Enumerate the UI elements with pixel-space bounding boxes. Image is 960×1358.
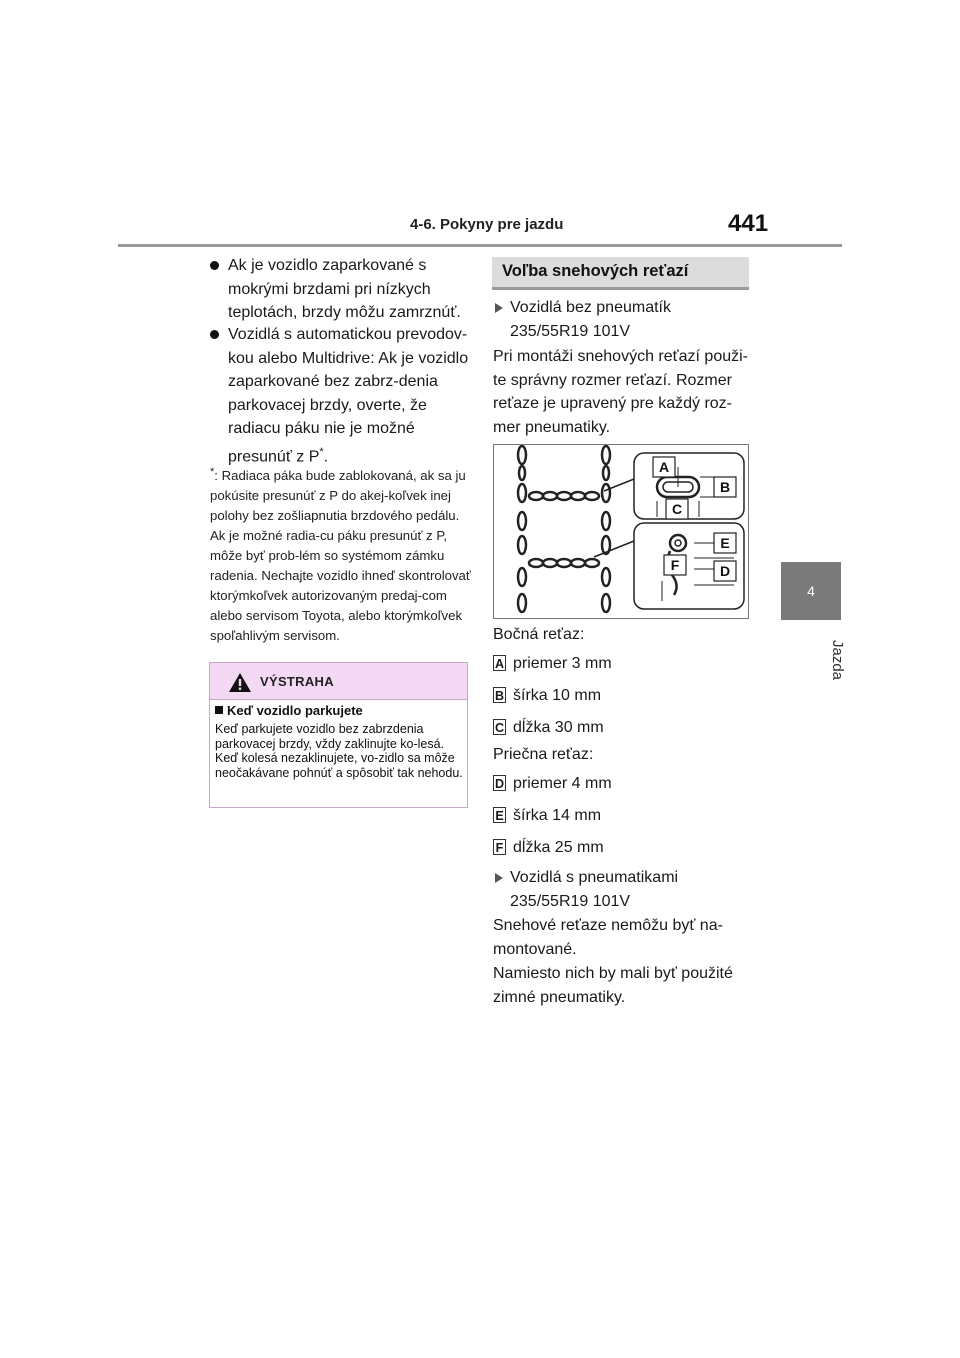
- spec-letter: E: [493, 807, 506, 823]
- square-bullet-icon: [215, 706, 223, 714]
- warning-header: [210, 663, 467, 700]
- warning-subtitle-text: Keď vozidlo parkujete: [227, 703, 363, 718]
- spec-row: [493, 686, 601, 706]
- section-heading: [492, 257, 749, 290]
- spec-letter: A: [494, 657, 505, 671]
- bullet-item: [210, 323, 470, 468]
- chapter-number: 4: [807, 583, 815, 599]
- spec-text: priemer 4 mm: [513, 775, 612, 792]
- chapter-label: Jazda: [829, 639, 846, 681]
- figure-label-d: D: [719, 563, 731, 579]
- header-rule: [118, 244, 842, 247]
- bullet-text-end: .: [323, 447, 329, 465]
- side-chain-title: Bočná reťaz:: [493, 626, 585, 643]
- spec-letter: D: [494, 777, 505, 791]
- bullet-text-main: Vozidlá s automatickou prevodov-kou alebo Multidrive: Ak je vozidlo zaparkované bez zabrz-denia parkovacej brzdy, overte, že radiacu páku nie je možné presunúť z P: [228, 326, 469, 465]
- spec-text: priemer 3 mm: [513, 655, 612, 672]
- spec-row: [493, 774, 612, 794]
- spec-row: [493, 654, 612, 674]
- chain-links: [518, 446, 610, 612]
- spec-row: [493, 838, 604, 858]
- paragraph: Namiesto nich by mali byť použité zimné pneumatiky.: [493, 965, 733, 1006]
- spec-row: [493, 718, 604, 738]
- arrow-item: [493, 296, 753, 343]
- figure-label-b: B: [719, 479, 731, 495]
- figure-label-e: E: [720, 535, 730, 551]
- arrow-item: [493, 866, 753, 913]
- warning-box: [209, 662, 468, 808]
- section-title: 4-6. Pokyny pre jazdu: [410, 216, 564, 233]
- spec-letter: F: [493, 839, 506, 855]
- paragraph: Snehové reťaze nemôžu byť na-montované.: [493, 917, 723, 958]
- spec-text: šírka 10 mm: [513, 687, 602, 704]
- bullet-dot: [210, 261, 219, 270]
- spec-row: [493, 806, 601, 826]
- spec-text: dĺžka 30 mm: [513, 719, 604, 736]
- figure-label-f: F: [670, 557, 680, 573]
- page-number: 441: [728, 210, 769, 237]
- paragraph: Pri montáži snehových reťazí použi-te správny rozmer reťazí. Rozmer reťaze je upravený pre každý roz-mer pneumatiky.: [493, 348, 748, 436]
- warning-triangle-icon: [228, 672, 252, 693]
- warning-text: Keď parkujete vozidlo bez zabrzdenia parkovacej brzdy, vždy zaklinujte ko-lesá. Keď kolesá nezaklinujete, vo-zidlo sa môže neočakávane pohnúť a spôsobiť tak nehodu.: [215, 722, 463, 780]
- arrow-item-text: Vozidlá bez pneumatík 235/55R19 101V: [510, 299, 671, 340]
- spec-letter: C: [494, 721, 505, 735]
- footnote-ref: *: [319, 445, 324, 458]
- snow-chain-diagram: [494, 445, 748, 618]
- bullet-text: [210, 323, 470, 468]
- arrow-item-text: Vozidlá s pneumatikami 235/55R19 101V: [510, 869, 679, 910]
- spec-text: dĺžka 25 mm: [513, 839, 604, 856]
- bullet-text: Ak je vozidlo zaparkované s mokrými brzdami pri nízkych teplotách, brzdy môžu zamrznúť.: [228, 257, 461, 321]
- figure-label-a: A: [658, 459, 670, 475]
- arrow-icon: [495, 303, 503, 313]
- spec-text: šírka 14 mm: [513, 807, 602, 824]
- warning-title: VÝSTRAHA: [260, 674, 334, 689]
- bullet-item: [210, 254, 470, 325]
- warning-subtitle: [215, 703, 363, 718]
- figure-label-c: C: [671, 501, 683, 517]
- section-heading-text: Voľba snehových reťazí: [502, 262, 689, 280]
- cross-chain-title: Priečna reťaz:: [493, 746, 594, 763]
- snow-chain-figure: [493, 444, 749, 619]
- arrow-icon: [495, 873, 503, 883]
- spec-letter: B: [494, 689, 505, 703]
- chapter-tab[interactable]: [781, 562, 841, 620]
- footnote-mark: *: [210, 466, 215, 478]
- footnote-text: : Radiaca páka bude zablokovaná, ak sa ju pokúsite presunúť z P do akej-koľvek inej polohy bez zošliapnutia brzdového pedálu. Ak je možné radia-cu páku presunúť z P, môže byť prob-lém so systémom zámku radenia. Nechajte vozidlo ihneď skontrolovať ktorýmkoľvek autorizovaným predaj-com alebo servisom Toyota, alebo ktorýmkoľvek spoľahlivým servisom.: [210, 468, 471, 643]
- bullet-dot: [210, 330, 219, 339]
- footnote: [210, 462, 472, 646]
